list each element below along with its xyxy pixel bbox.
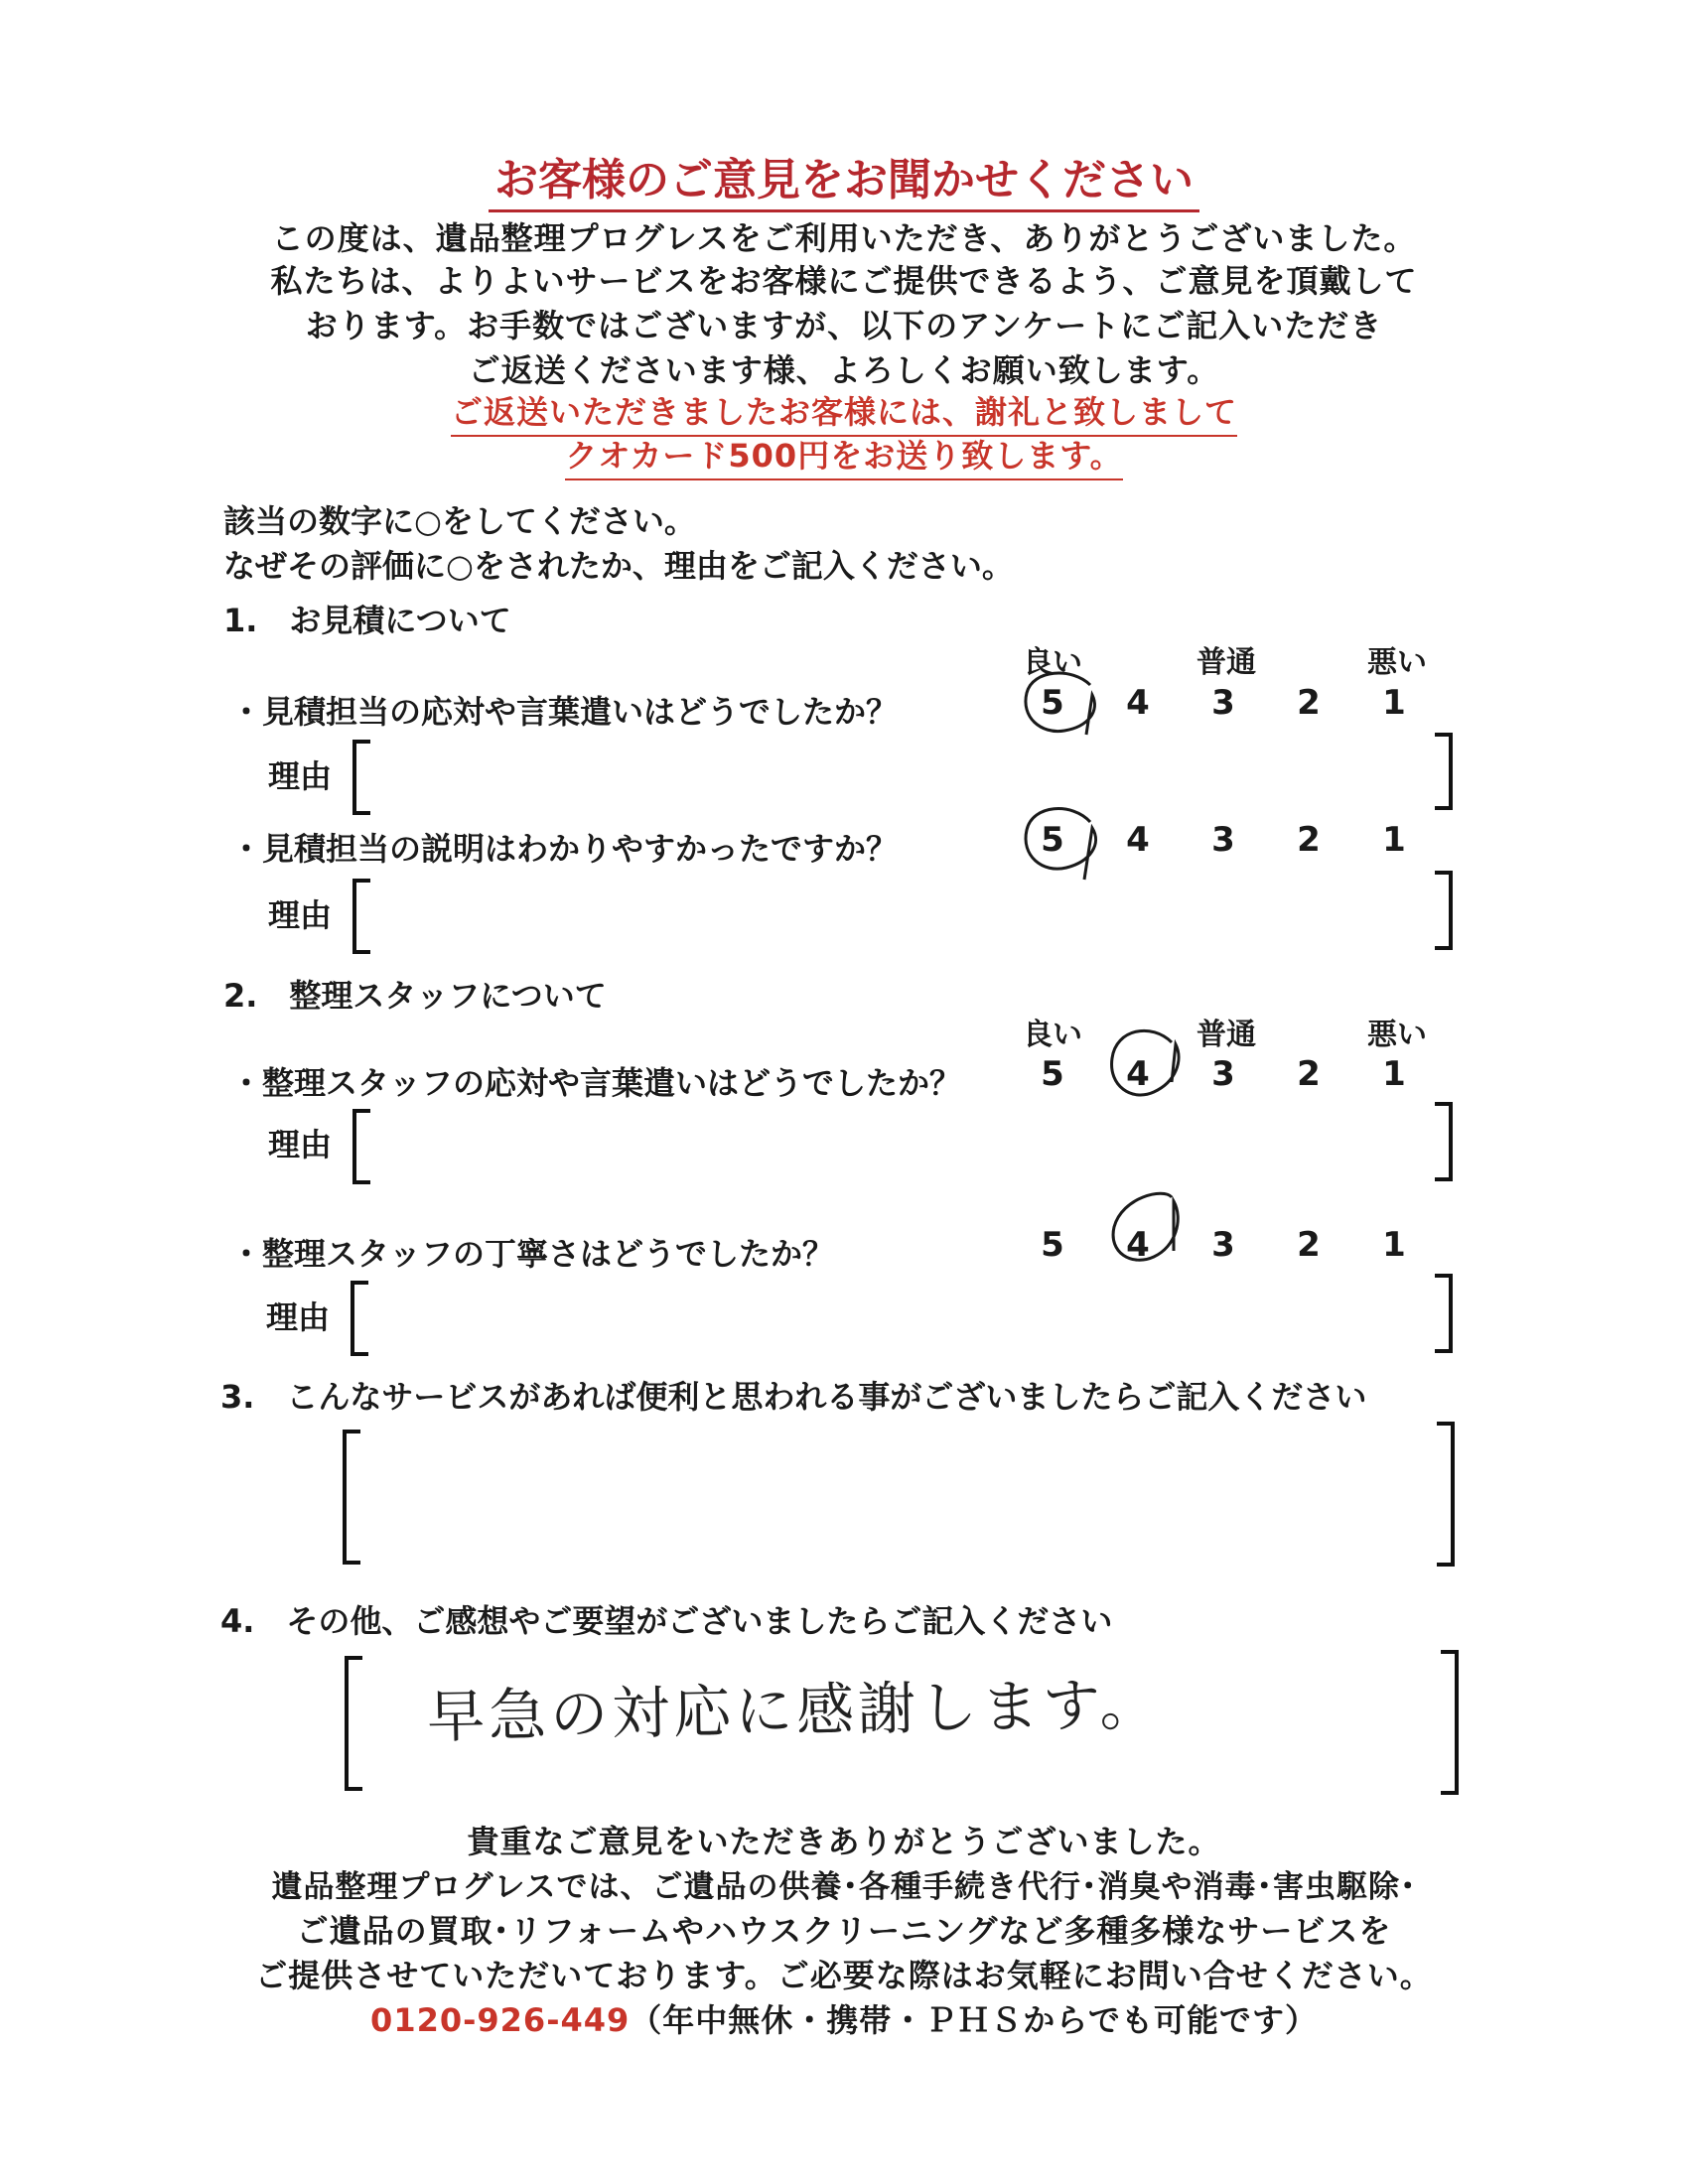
rating-q2-1-2[interactable]: 2 [1297, 1054, 1321, 1094]
rating-q2-1-3[interactable]: 3 [1211, 1054, 1235, 1094]
scale-normal-label: 普通 [1196, 1018, 1256, 1052]
instruction-1: 該当の数字に○をしてください。 [223, 502, 696, 540]
rating-q2-2-3[interactable]: 3 [1211, 1225, 1235, 1265]
handwritten-answer: 早急の対応に感謝します。 [426, 1670, 1162, 1751]
rating-q2-2-5[interactable]: 5 [1041, 1225, 1064, 1265]
section-3-heading: 3. こんなサービスがあれば便利と思われる事がございましたらご記入ください [220, 1378, 1367, 1416]
reason-label: 理由 [266, 1298, 331, 1336]
form-title: お客様のご意見をお聞かせください [0, 144, 1688, 212]
intro-line-1: この度は、遺品整理プログレスをご利用いただき、ありがとうございました。 [271, 219, 1417, 257]
rating-q2-1-1[interactable]: 1 [1382, 1054, 1406, 1094]
rating-q1-2-3[interactable]: 3 [1211, 820, 1235, 860]
instruction-2: なぜその評価に○をされたか、理由をご記入ください。 [223, 547, 1014, 585]
selection-circle-q1-2 [1026, 809, 1096, 880]
rating-q2-2-4[interactable]: 4 [1126, 1225, 1150, 1265]
selection-circle-q2-2 [1113, 1193, 1178, 1260]
scale-normal-label: 普通 [1196, 645, 1256, 680]
rating-q1-1-2[interactable]: 2 [1297, 683, 1321, 723]
scale-bad-label: 悪い [1367, 1018, 1427, 1052]
reason-label: 理由 [268, 1126, 333, 1163]
reason-label: 理由 [268, 757, 333, 795]
scale-good-label: 良い [1023, 645, 1082, 680]
phone-number[interactable]: 0120-926-449 [370, 2001, 631, 2039]
reason-label: 理由 [268, 896, 333, 934]
question-1-2: ・見積担当の説明はわかりやすかったですか？ [230, 830, 899, 868]
section-1-heading: 1. お見積について [223, 602, 511, 639]
question-1-1: ・見積担当の応対や言葉遣いはどうでしたか？ [230, 693, 899, 731]
rating-q2-2-2[interactable]: 2 [1297, 1225, 1321, 1265]
notice-line-2: クオカード500円をお送り致します。 [0, 431, 1688, 480]
footer-line-4: ご提供させていただいております。ご必要な際はお気軽にお問い合せください。 [255, 1957, 1433, 1994]
question-2-1: ・整理スタッフの応対や言葉遣いはどうでしたか？ [230, 1064, 962, 1102]
footer-line-3: ご遺品の買取･リフォームやハウスクリーニングなど多種多様なサービスを [296, 1912, 1392, 1950]
footer-line-2: 遺品整理プログレスでは、ご遺品の供養･各種手続き代行･消臭や消毒･害虫駆除･ [271, 1869, 1417, 1905]
question-2-2: ・整理スタッフの丁寧さはどうでしたか？ [230, 1235, 835, 1273]
rating-q1-1-4[interactable]: 4 [1126, 683, 1150, 723]
scale-bad-label: 悪い [1367, 645, 1427, 680]
rating-q1-2-5[interactable]: 5 [1041, 820, 1064, 860]
phone-note: （年中無休・携帯・ＰＨＳからでも可能です） [630, 2001, 1318, 2039]
rating-q1-1-5[interactable]: 5 [1041, 683, 1064, 723]
intro-line-2: 私たちは、よりよいサービスをお客様にご提供できるよう、ご意見を頂戴して [270, 262, 1418, 300]
rating-q1-2-1[interactable]: 1 [1382, 820, 1406, 860]
rating-q2-1-4[interactable]: 4 [1126, 1054, 1150, 1094]
footer-line-1: 貴重なご意見をいただきありがとうございました。 [467, 1823, 1221, 1860]
notice-line-1: ご返送いただきましたお客様には、謝礼と致しまして [0, 387, 1688, 437]
selection-circle-q1-1 [1026, 673, 1095, 735]
rating-q1-2-4[interactable]: 4 [1126, 820, 1150, 860]
rating-q2-1-5[interactable]: 5 [1041, 1054, 1064, 1094]
selection-circle-q2-1 [1112, 1030, 1179, 1095]
rating-q2-2-1[interactable]: 1 [1382, 1225, 1406, 1265]
section-4-heading: 4. その他、ご感想やご要望がございましたらご記入ください [220, 1602, 1113, 1640]
section-2-heading: 2. 整理スタッフについて [223, 977, 607, 1015]
rating-q1-1-3[interactable]: 3 [1211, 683, 1235, 723]
intro-line-4: ご返送くださいます様、よろしくお願い致します。 [468, 351, 1220, 389]
intro-line-3: おります。お手数ではございますが、以下のアンケートにご記入いただき [305, 307, 1383, 344]
rating-q1-2-2[interactable]: 2 [1297, 820, 1321, 860]
rating-q1-1-1[interactable]: 1 [1382, 683, 1406, 723]
scale-good-label: 良い [1023, 1018, 1082, 1052]
